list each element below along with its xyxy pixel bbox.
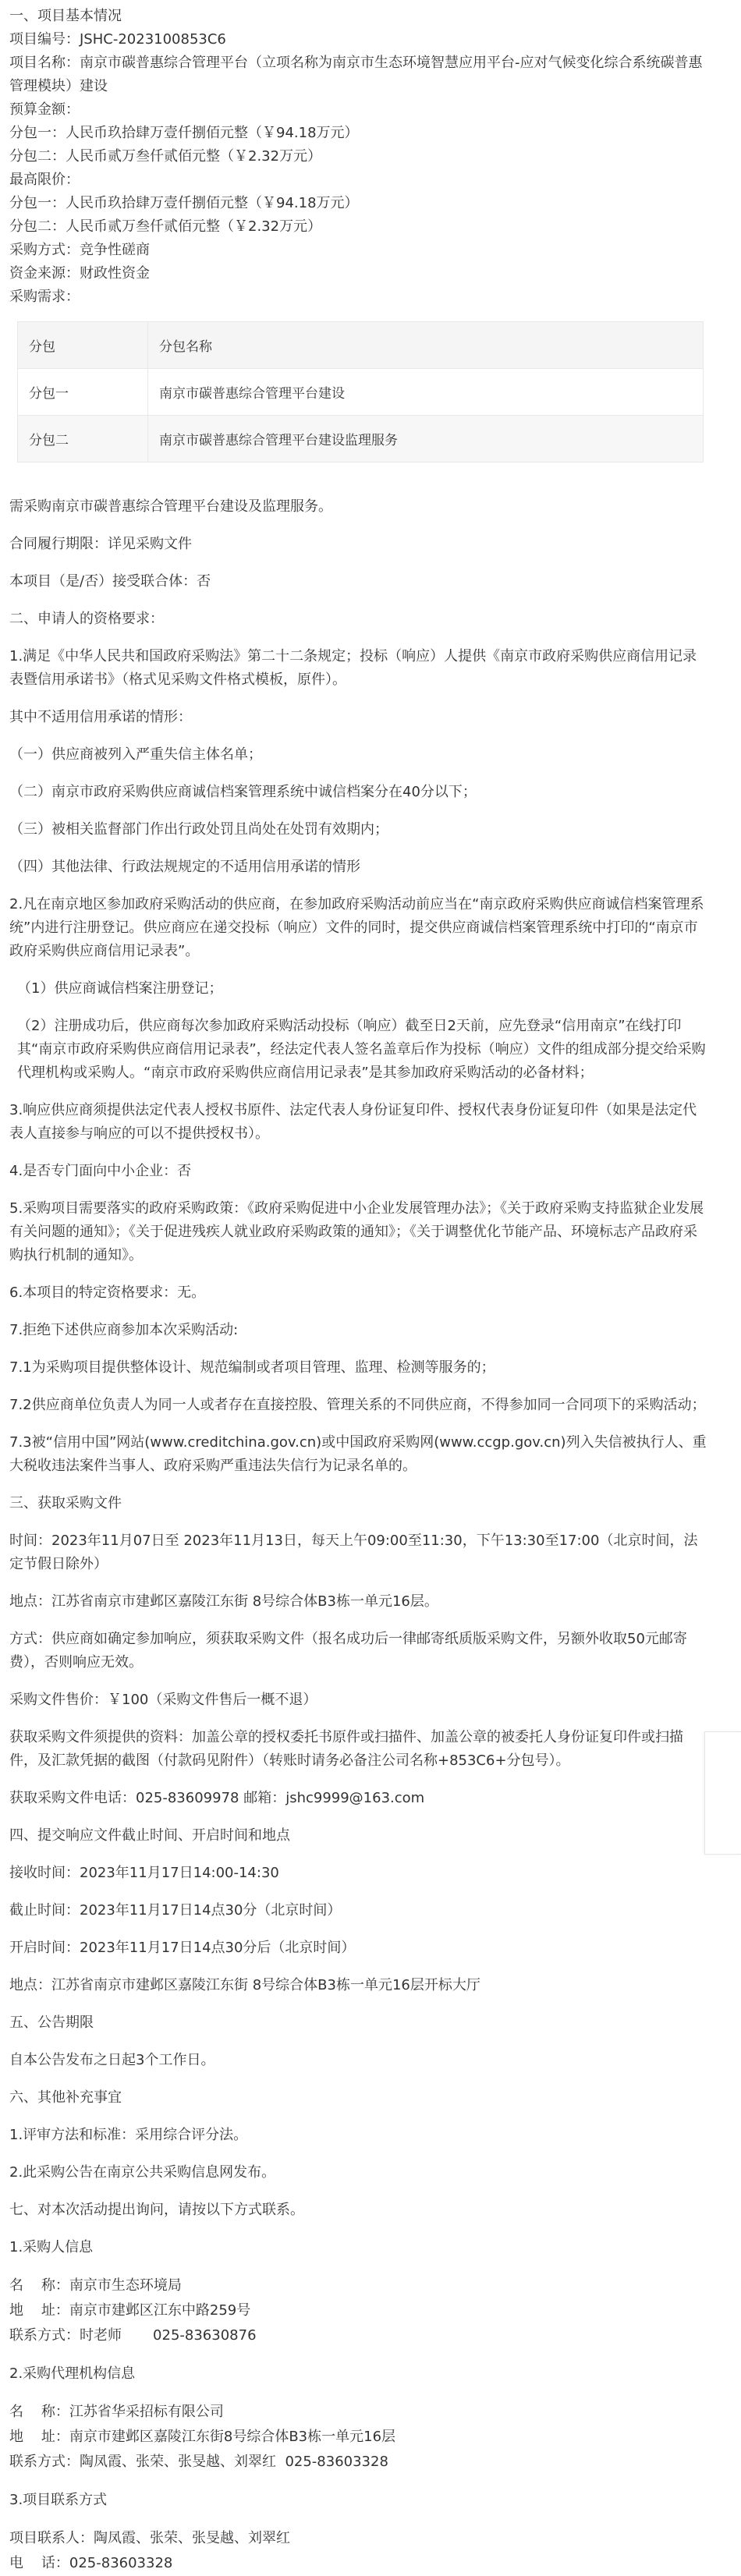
submit-deadline: 截止时间：2023年11月17日14点30分（北京时间）: [9, 1902, 342, 1919]
qualification-line-2: 其中不适用信用承诺的情形：: [9, 709, 192, 725]
budget-package-1: 分包一：人民币玖拾肆万壹仟捌佰元整（￥94.18万元）: [9, 125, 359, 141]
qualification-line-13: 6.本项目的特定资格要求：无。: [9, 1284, 206, 1301]
acquire-time: 时间：2023年11月07日至 2023年11月13日，每天上午09:00至11:30，下午13:30至17:00（北京时间，法定节假日除外）: [9, 1532, 698, 1572]
submit-location: 地点：江苏省南京市建邺区嘉陵江东街 8号综合体B3栋一单元16层开标大厅: [9, 1977, 480, 1993]
acquire-materials: 获取采购文件须提供的资料：加盖公章的授权委托书原件或扫描件、加盖公章的被委托人身份证复印件或扫描件，及汇款凭据的截图（付款码见附件）（转账时请务必备注公司名称+853C6+分包号）。: [9, 1729, 683, 1769]
agency-address: 地 址：南京市建邺区嘉陵江东街8号综合体B3栋一单元16层: [9, 2429, 396, 2445]
purchaser-name: 名 称：南京市生态环境局: [9, 2277, 182, 2294]
section-4-title: 四、提交响应文件截止时间、开启时间和地点: [9, 1827, 290, 1844]
package-table: [17, 321, 704, 462]
package-row-2-id: 分包二: [18, 416, 148, 462]
qualification-line-3: （一）供应商被列入严重失信主体名单；: [9, 746, 262, 763]
qualification-line-17: 7.3被“信用中国”网站(www.creditchina.gov.cn)或中国政府采购网(www.ccgp.gov.cn)列入失信被执行人、重大税收违法案件当事人、政府采购严重违法失信行为记录名单的。: [9, 1434, 707, 1474]
package-row-1-name: 南京市碳普惠综合管理平台建设: [148, 369, 704, 416]
package-table-wrap: [17, 321, 704, 462]
project-number-label: 项目编号：: [9, 31, 80, 48]
package-row-2-name: 南京市碳普惠综合管理平台建设监理服务: [148, 416, 704, 462]
project-number-value: JSHC-2023100853C6: [80, 31, 226, 48]
purchaser-address: 地 址：南京市建邺区江东中路259号: [9, 2302, 251, 2319]
package-name-header-cell: 分包名称: [148, 322, 704, 369]
budget-label: 预算金额：: [9, 101, 80, 118]
announcement-period: 自本公告发布之日起3个工作日。: [9, 2052, 215, 2068]
project-contact-person: 项目联系人：陶凤霞、张荣、张旻越、刘翠红: [9, 2530, 290, 2546]
project-contact-title: 3.项目联系方式: [9, 2492, 108, 2508]
procurement-needs-label: 采购需求：: [9, 289, 80, 305]
agency-contact: 联系方式：陶凤霞、张荣、张旻越、刘翠红 025-83603328: [9, 2454, 388, 2470]
document-content: [9, 5, 710, 2576]
package-table-header: [18, 322, 704, 369]
qualification-line-1: 1.满足《中华人民共和国政府采购法》第二十二条规定；投标（响应）人提供《南京市政府采购供应商信用记录表暨信用承诺书》（格式见采购文件格式模板，原件）。: [9, 648, 697, 688]
fund-source: 资金来源：财政性资金: [9, 265, 150, 282]
section-5-title: 五、公告期限: [9, 2014, 94, 2031]
qualification-line-14: 7.拒绝下述供应商参加本次采购活动:: [9, 1322, 239, 1338]
qualification-line-4: （二）南京市政府采购供应商诚信档案管理系统中诚信档案分在40分以下；: [9, 784, 477, 800]
project-contact-phone: 电 话：025-83603328: [9, 2555, 173, 2571]
agency-title: 2.采购代理机构信息: [9, 2365, 136, 2382]
max-price-label: 最高限价：: [9, 172, 80, 188]
section-1-title: 一、项目基本情况: [9, 8, 122, 24]
qualification-line-7: 2.凡在南京地区参加政府采购活动的供应商，在参加政府采购活动前应当在“南京政府采购供应商诚信档案管理系统”内进行注册登记。供应商应在递交投标（响应）文件的同时，提交供应商诚信档案管理系统中打印的“南京市政府采购供应商信用记录表”。: [9, 896, 704, 959]
submit-open-time: 开启时间：2023年11月17日14点30分后（北京时间）: [9, 1940, 356, 1956]
project-name-line: [9, 51, 710, 98]
project-number-line: [9, 28, 710, 51]
budget-package-2: 分包二：人民币贰万叁仟贰佰元整（￥2.32万元）: [9, 148, 322, 165]
purchaser-contact: 联系方式：时老师 025-83630876: [9, 2327, 257, 2344]
need-description: 需采购南京市碳普惠综合管理平台建设及监理服务。: [9, 498, 332, 515]
floating-side-tab[interactable]: [704, 1731, 741, 1855]
package-row-1-id: 分包一: [18, 369, 148, 416]
acquire-price: 采购文件售价：￥100（采购文件售后一概不退）: [9, 1692, 317, 1708]
supplement-line-2: 2.此采购公告在南京公共采购信息网发布。: [9, 2164, 276, 2181]
acquire-method: 方式：供应商如确定参加响应，须获取采购文件（报名成功后一律邮寄纸质版采购文件，另额外收取50元邮寄费），否则响应无效。: [9, 1631, 687, 1671]
qualification-line-8: （1）供应商诚信档案注册登记；: [17, 980, 223, 997]
joint-venture: 本项目（是/否）接受联合体：否: [9, 573, 211, 590]
after-table-block: [9, 495, 710, 2576]
qualification-line-9: （2）注册成功后，供应商每次参加政府采购活动投标（响应）截至日2天前，应先登录“信用南京”在线打印其“南京市政府采购供应商信用记录表”，经法定代表人签名盖章后作为投标（响应）文件的组成部分提交给采购代理机构或采购人。“南京市政府采购供应商信用记录表”是其参加政府采购活动的必备材料；: [17, 1018, 706, 1081]
submit-receive-time: 接收时间：2023年11月17日14:00-14:30: [9, 1865, 279, 1881]
max-price-package-1: 分包一：人民币玖拾肆万壹仟捌佰元整（￥94.18万元）: [9, 195, 359, 211]
qualification-line-12: 5.采购项目需要落实的政府采购政策：《政府采购促进中小企业发展管理办法》；《关于政府采购支持监狱企业发展有关问题的通知》；《关于促进残疾人就业政府采购政策的通知》；《关于调整优化节能产品、环境标志产品政府采购执行机制的通知》。: [9, 1200, 704, 1263]
section-7-title: 七、对本次活动提出询问，请按以下方式联系。: [9, 2202, 304, 2218]
package-header-cell: 分包: [18, 322, 148, 369]
max-price-package-2: 分包二：人民币贰万叁仟贰佰元整（￥2.32万元）: [9, 218, 322, 235]
qualification-line-11: 4.是否专门面向中小企业：否: [9, 1163, 192, 1179]
qualification-line-6: （四）其他法律、行政法规规定的不适用信用承诺的情形: [9, 859, 360, 875]
qualification-line-15: 7.1为采购项目提供整体设计、规范编制或者项目管理、监理、检测等服务的；: [9, 1359, 495, 1376]
purchaser-title: 1.采购人信息: [9, 2239, 94, 2255]
procurement-method: 采购方式：竞争性磋商: [9, 242, 150, 258]
project-name-label: 项目名称：: [9, 55, 80, 71]
supplement-line-1: 1.评审方法和标准：采用综合评分法。: [9, 2127, 248, 2143]
project-name-value: 南京市碳普惠综合管理平台（立项名称为南京市生态环境智慧应用平台-应对气候变化综合系统碳普惠管理模块）建设: [9, 55, 703, 94]
qualification-line-16: 7.2供应商单位负责人为同一人或者存在直接控股、管理关系的不同供应商，不得参加同一合同项下的采购活动；: [9, 1397, 706, 1413]
package-row-2: [18, 416, 704, 462]
section-6-title: 六、其他补充事宜: [9, 2089, 122, 2106]
section-2-title: 二、申请人的资格要求：: [9, 611, 164, 627]
qualification-line-10: 3.响应供应商须提供法定代表人授权书原件、法定代表人身份证复印件、授权代表身份证复印件（如果是法定代表人直接参与响应的可以不提供授权书）。: [9, 1102, 697, 1142]
acquire-location: 地点：江苏省南京市建邺区嘉陵江东街 8号综合体B3栋一单元16层。: [9, 1593, 438, 1610]
contract-period: 合同履行期限：详见采购文件: [9, 536, 192, 552]
qualification-line-5: （三）被相关监督部门作出行政处罚且尚处在处罚有效期内；: [9, 821, 388, 838]
section-3-title: 三、获取采购文件: [9, 1495, 122, 1511]
package-row-1: [18, 369, 704, 416]
agency-name: 名 称：江苏省华采招标有限公司: [9, 2404, 224, 2420]
acquire-contact: 获取采购文件电话：025-83609978 邮箱：jshc9999@163.com: [9, 1790, 425, 1806]
